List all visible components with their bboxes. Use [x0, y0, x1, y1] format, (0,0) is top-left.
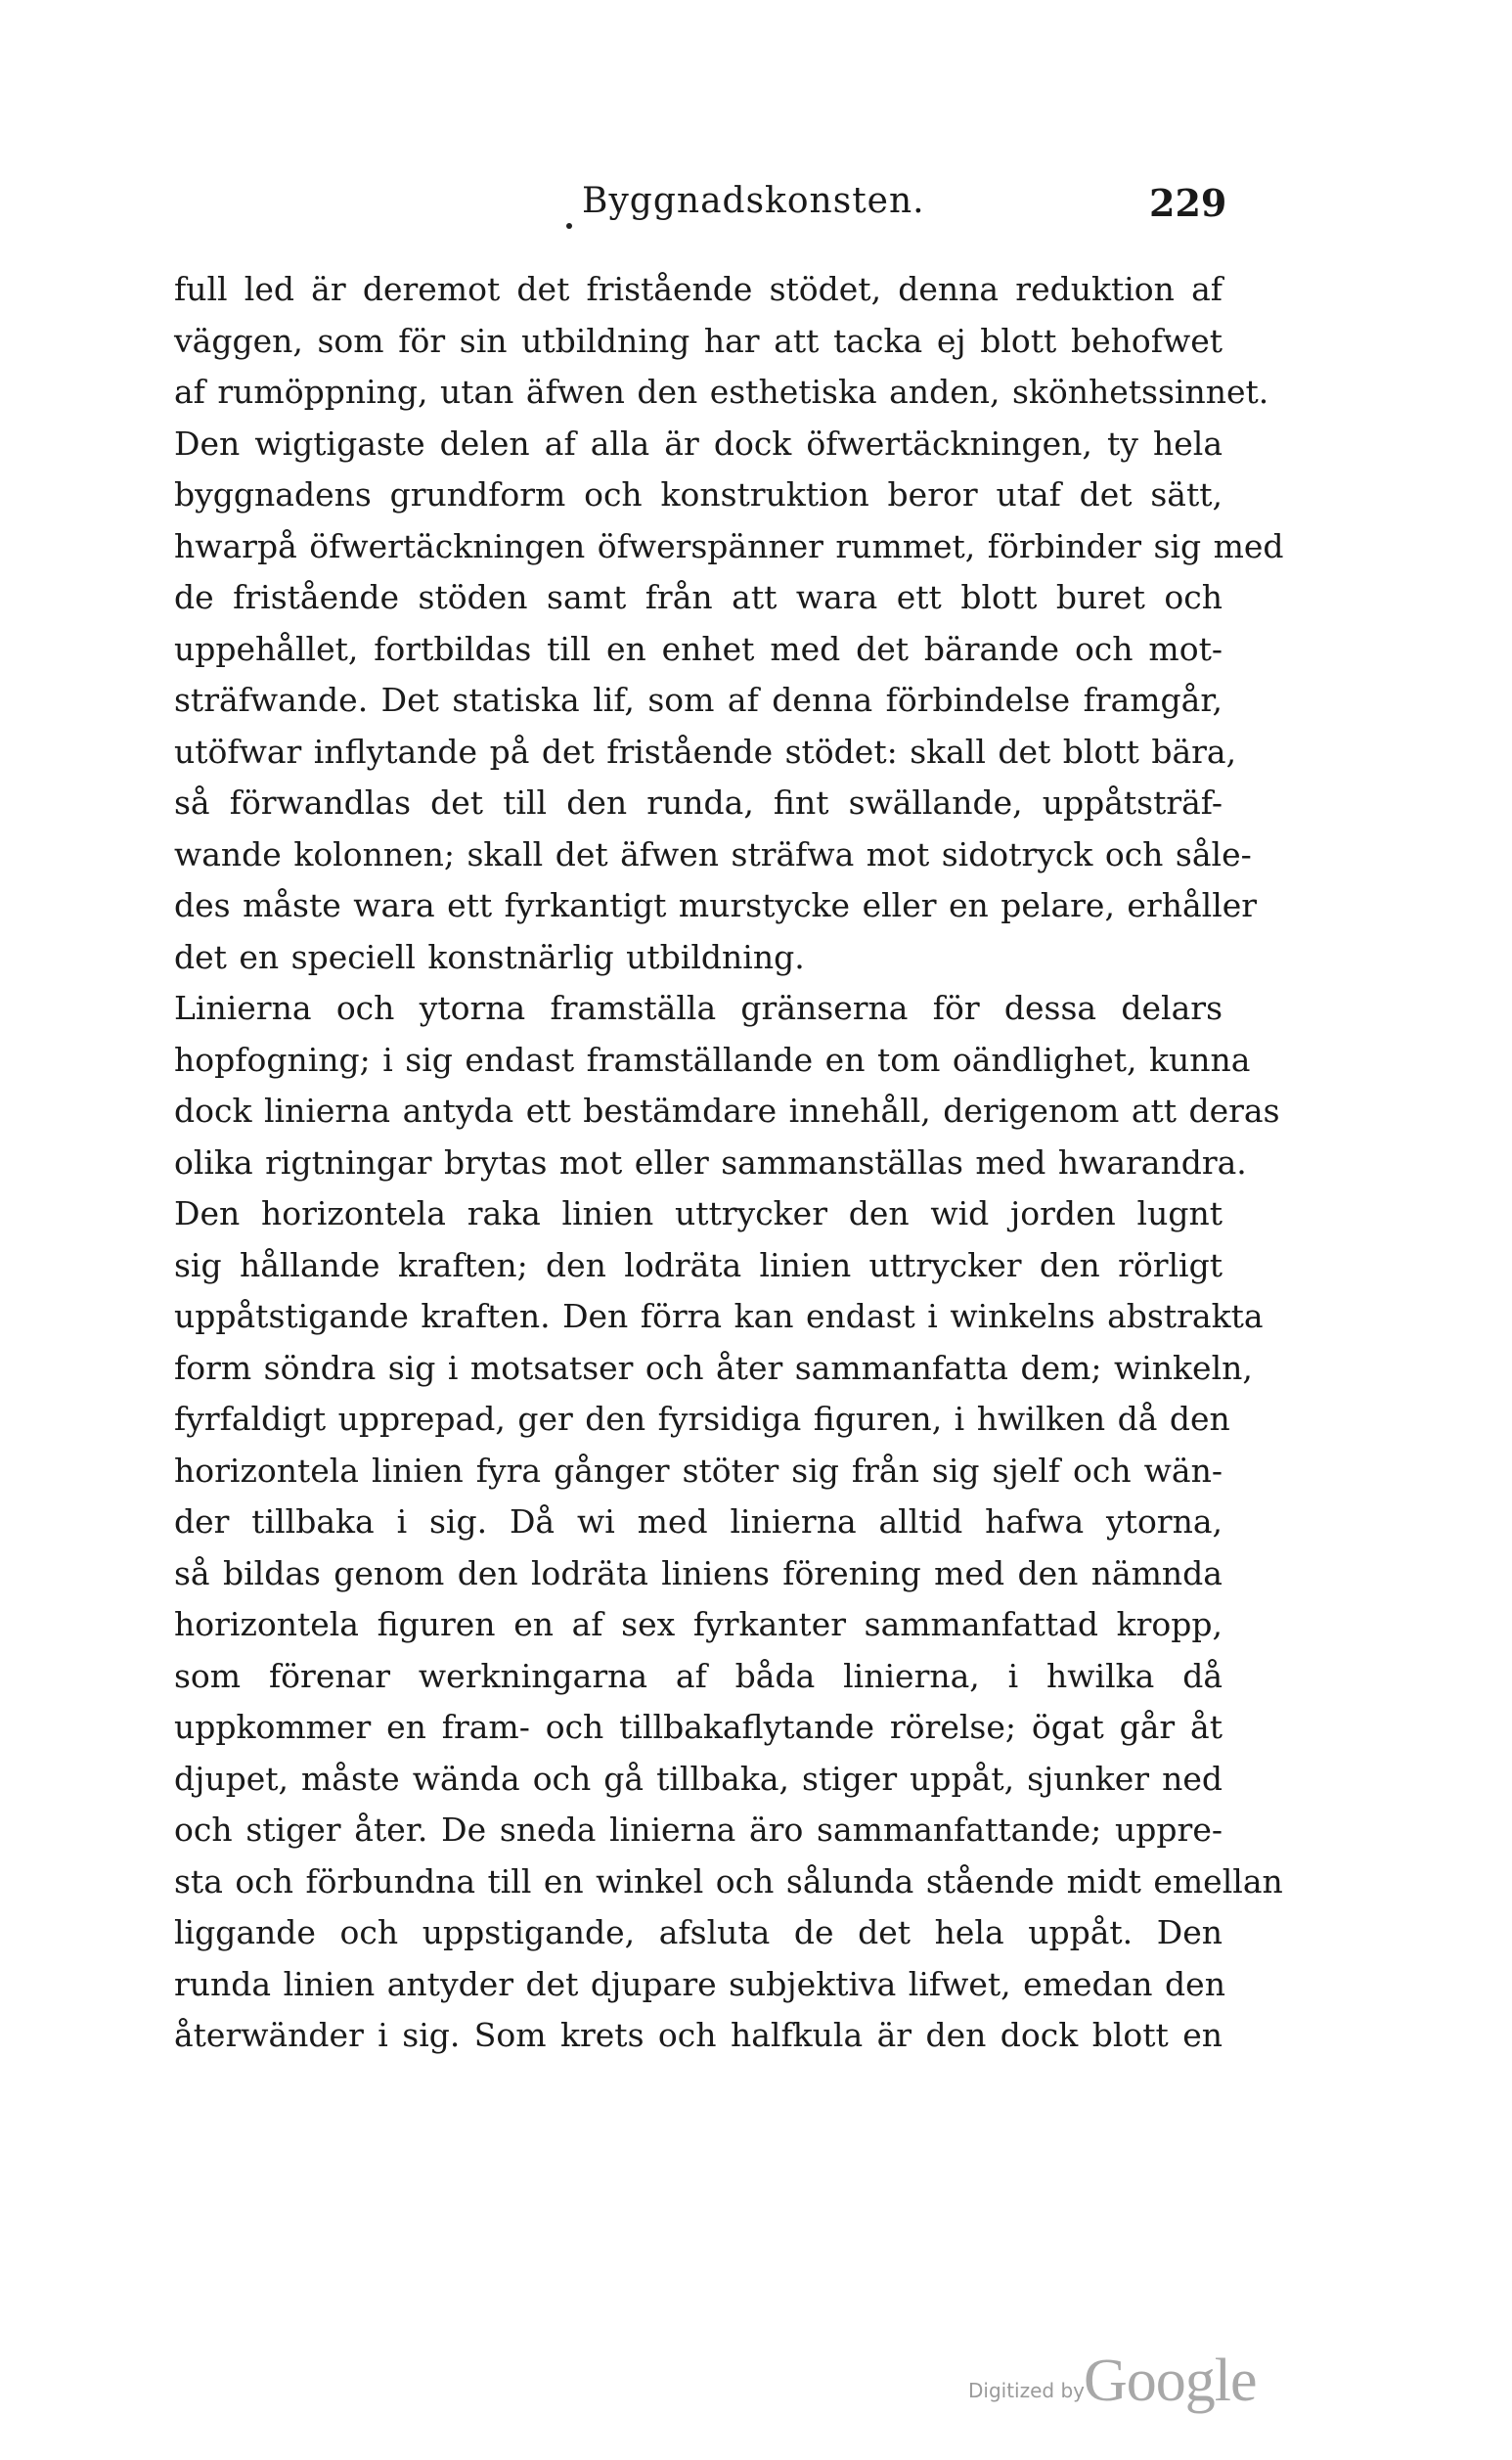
text-line: Den horizontela raka linien uttrycker den wid jorden lugnt	[174, 1194, 1223, 1232]
text-line: och stiger åter. De sneda linierna äro sammanfattande; uppre-	[174, 1811, 1223, 1849]
text-line: der tillbaka i sig. Då wi med linierna alltid hafwa ytorna,	[174, 1502, 1223, 1541]
text-line: dock linierna antyda ett bestämdare innehåll, derigenom att deras	[174, 1092, 1280, 1130]
text-line: sta och förbundna till en winkel och sålunda stående midt emellan	[174, 1861, 1283, 1901]
watermark-caption: Digitized by	[968, 2379, 1085, 2402]
text-line: wande kolonnen; skall det äfwen sträfwa mot sidotryck och såle-	[174, 834, 1252, 873]
page-number: 229	[1149, 181, 1227, 225]
google-logo: Google	[1084, 2348, 1257, 2414]
text-line: uppehållet, fortbildas till en enhet med det bärande och mot-	[174, 629, 1223, 668]
text-line: runda linien antyder det djupare subjektiva lifwet, emedan den	[174, 1964, 1225, 2003]
text-line: djupet, måste wända och gå tillbaka, stiger uppåt, sjunker ned	[174, 1759, 1223, 1798]
text-line: det en speciell konstnärlig utbildning.	[174, 937, 805, 976]
running-title: Byggnadskonsten.	[582, 181, 925, 221]
running-head	[0, 181, 1512, 240]
digitization-watermark	[968, 2348, 1291, 2416]
text-line: uppåtstigande kraften. Den förra kan endast i winkelns abstrakta	[174, 1297, 1264, 1335]
text-line: fyrfaldigt upprepad, ger den fyrsidiga figuren, i hwilken då den	[174, 1400, 1230, 1438]
text-line: hopfogning; i sig endast framställande en tom oändlighet, kunna	[174, 1040, 1251, 1079]
text-line: så bildas genom den lodräta liniens förening med den nämnda	[174, 1553, 1223, 1592]
text-line: sig hållande kraften; den lodräta linien uttrycker den rörligt	[174, 1245, 1223, 1284]
text-line: full led är deremot det fristående stödet, denna reduktion af	[174, 270, 1223, 308]
text-line: byggnadens grundform och konstruktion beror utaf det sätt,	[174, 475, 1223, 514]
print-speck	[566, 223, 572, 229]
body-text	[174, 264, 1284, 2062]
text-line: utöfwar inflytande på det fristående stödet: skall det blott bära,	[174, 732, 1237, 771]
text-line: sträfwande. Det statiska lif, som af denna förbindelse framgår,	[174, 681, 1223, 719]
text-line: af rumöppning, utan äfwen den esthetiska anden, skönhetssinnet.	[174, 373, 1269, 411]
text-line: des måste wara ett fyrkantigt murstycke eller en pelare, erhåller	[174, 886, 1258, 924]
text-line: Den wigtigaste delen af alla är dock öfwertäckningen, ty hela	[174, 424, 1223, 463]
text-line: olika rigtningar brytas mot eller sammanställas med hwarandra.	[174, 1142, 1247, 1182]
text-line: så förwandlas det till den runda, fint swällande, uppåtsträf-	[174, 783, 1223, 822]
text-line: form söndra sig i motsatser och åter sammanfatta dem; winkeln,	[174, 1348, 1253, 1387]
text-line: Linierna och ytorna framställa gränserna för dessa delars	[174, 989, 1223, 1027]
text-line: som förenar werkningarna af båda linierna, i hwilka då	[174, 1656, 1223, 1695]
text-line: horizontela linien fyra gånger stöter sig från sig sjelf och wän-	[174, 1451, 1223, 1490]
text-line: de fristående stöden samt från att wara ett blott buret och	[174, 578, 1223, 616]
text-line: horizontela figuren en af sex fyrkanter sammanfattad kropp,	[174, 1605, 1223, 1643]
text-line: hwarpå öfwertäckningen öfwerspänner rummet, förbinder sig med	[174, 526, 1284, 565]
text-line: uppkommer en fram- och tillbakaflytande rörelse; ögat går åt	[174, 1708, 1223, 1746]
text-line: återwänder i sig. Som krets och halfkula är den dock blott en	[174, 2016, 1223, 2054]
text-line: liggande och uppstigande, afsluta de det hela uppåt. Den	[174, 1913, 1223, 1951]
text-line: väggen, som för sin utbildning har att tacka ej blott behofwet	[174, 321, 1223, 360]
